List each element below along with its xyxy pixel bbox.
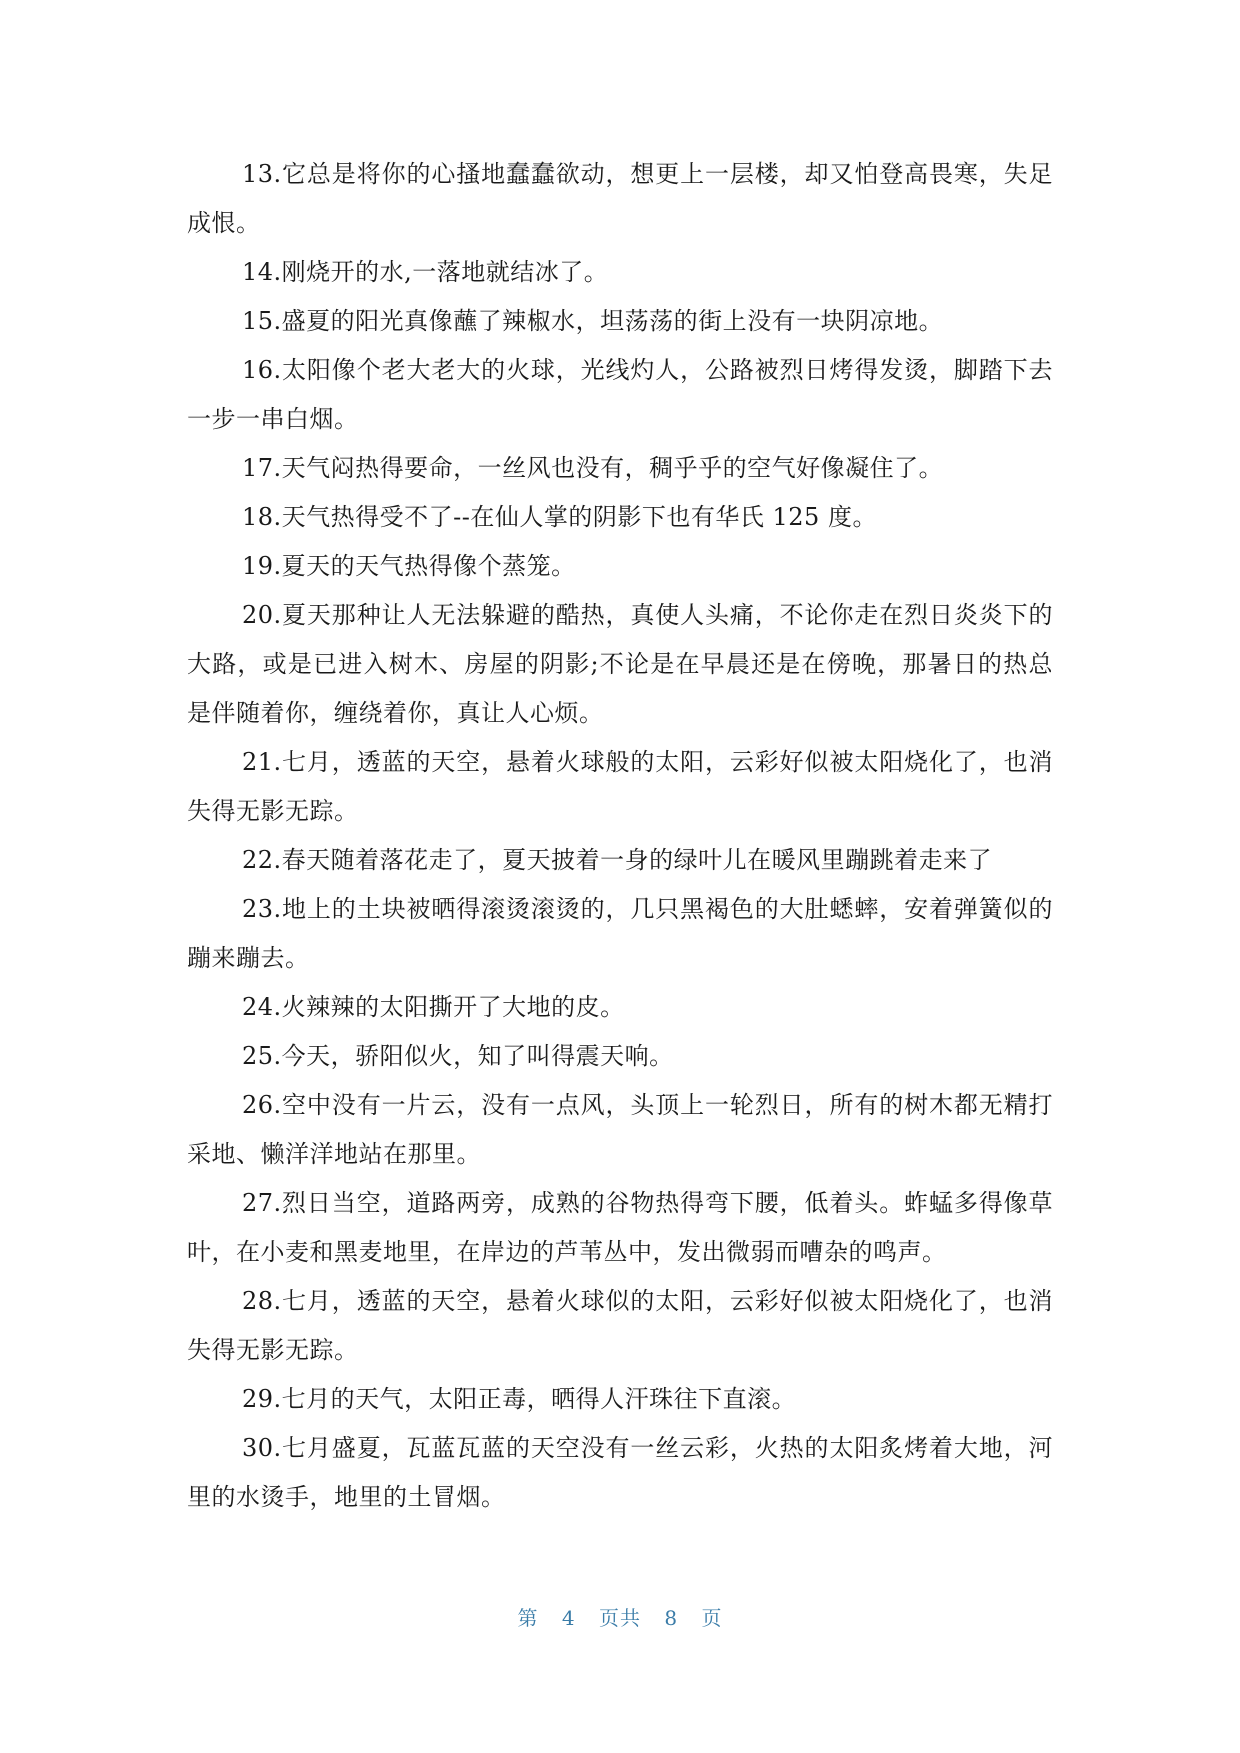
paragraph-13: 13.它总是将你的心搔地蠢蠢欲动，想更上一层楼，却又怕登高畏寒，失足成恨。	[187, 160, 1053, 237]
paragraph-26: 26.空中没有一片云，没有一点风，头顶上一轮烈日，所有的树木都无精打采地、懒洋洋地站在那里。	[187, 1091, 1053, 1168]
paragraph-17: 17.天气闷热得要命，一丝风也没有，稠乎乎的空气好像凝住了。	[242, 454, 944, 482]
footer-prefix: 第	[517, 1606, 539, 1630]
page-footer	[0, 1602, 1240, 1631]
paragraph-18: 18.天气热得受不了--在仙人掌的阴影下也有华氏 125 度。	[242, 503, 877, 531]
footer-current-page: 4	[561, 1606, 576, 1630]
paragraph-21: 21.七月，透蓝的天空，悬着火球般的太阳，云彩好似被太阳烧化了，也消失得无影无踪。	[187, 748, 1053, 825]
paragraph-28: 28.七月，透蓝的天空，悬着火球似的太阳，云彩好似被太阳烧化了，也消失得无影无踪。	[187, 1287, 1053, 1364]
paragraph-30: 30.七月盛夏，瓦蓝瓦蓝的天空没有一丝云彩，火热的太阳炙烤着大地，河里的水烫手，地里的土冒烟。	[187, 1434, 1053, 1511]
paragraph-29: 29.七月的天气，太阳正毒，晒得人汗珠往下直滚。	[242, 1385, 797, 1413]
paragraph-24: 24.火辣辣的太阳撕开了大地的皮。	[242, 993, 625, 1021]
footer-suffix: 页	[701, 1606, 723, 1630]
paragraph-20: 20.夏天那种让人无法躲避的酷热，真使人头痛，不论你走在烈日炎炎下的大路，或是已进入树木、房屋的阴影;不论是在早晨还是在傍晚，那暑日的热总是伴随着你，缠绕着你，真让人心烦。	[187, 601, 1053, 727]
paragraph-22: 22.春天随着落花走了，夏天披着一身的绿叶儿在暖风里蹦跳着走来了	[242, 846, 993, 874]
paragraph-23: 23.地上的土块被晒得滚烫滚烫的，几只黑褐色的大肚蟋蟀，安着弹簧似的蹦来蹦去。	[187, 895, 1053, 972]
paragraph-27: 27.烈日当空，道路两旁，成熟的谷物热得弯下腰，低着头。蚱蜢多得像草叶，在小麦和黑麦地里，在岸边的芦苇丛中，发出微弱而嘈杂的鸣声。	[187, 1189, 1053, 1266]
paragraph-19: 19.夏天的天气热得像个蒸笼。	[242, 552, 576, 580]
paragraph-14: 14.刚烧开的水,一落地就结冰了。	[242, 258, 609, 286]
footer-total-pages: 8	[664, 1606, 679, 1630]
paragraph-15: 15.盛夏的阳光真像蘸了辣椒水，坦荡荡的街上没有一块阴凉地。	[242, 307, 944, 335]
paragraph-25: 25.今天，骄阳似火，知了叫得震天响。	[242, 1042, 674, 1070]
footer-middle: 页共	[599, 1606, 641, 1630]
paragraph-16: 16.太阳像个老大老大的火球，光线灼人，公路被烈日烤得发烫，脚踏下去一步一串白烟。	[187, 356, 1053, 433]
document-body	[187, 150, 1053, 1522]
